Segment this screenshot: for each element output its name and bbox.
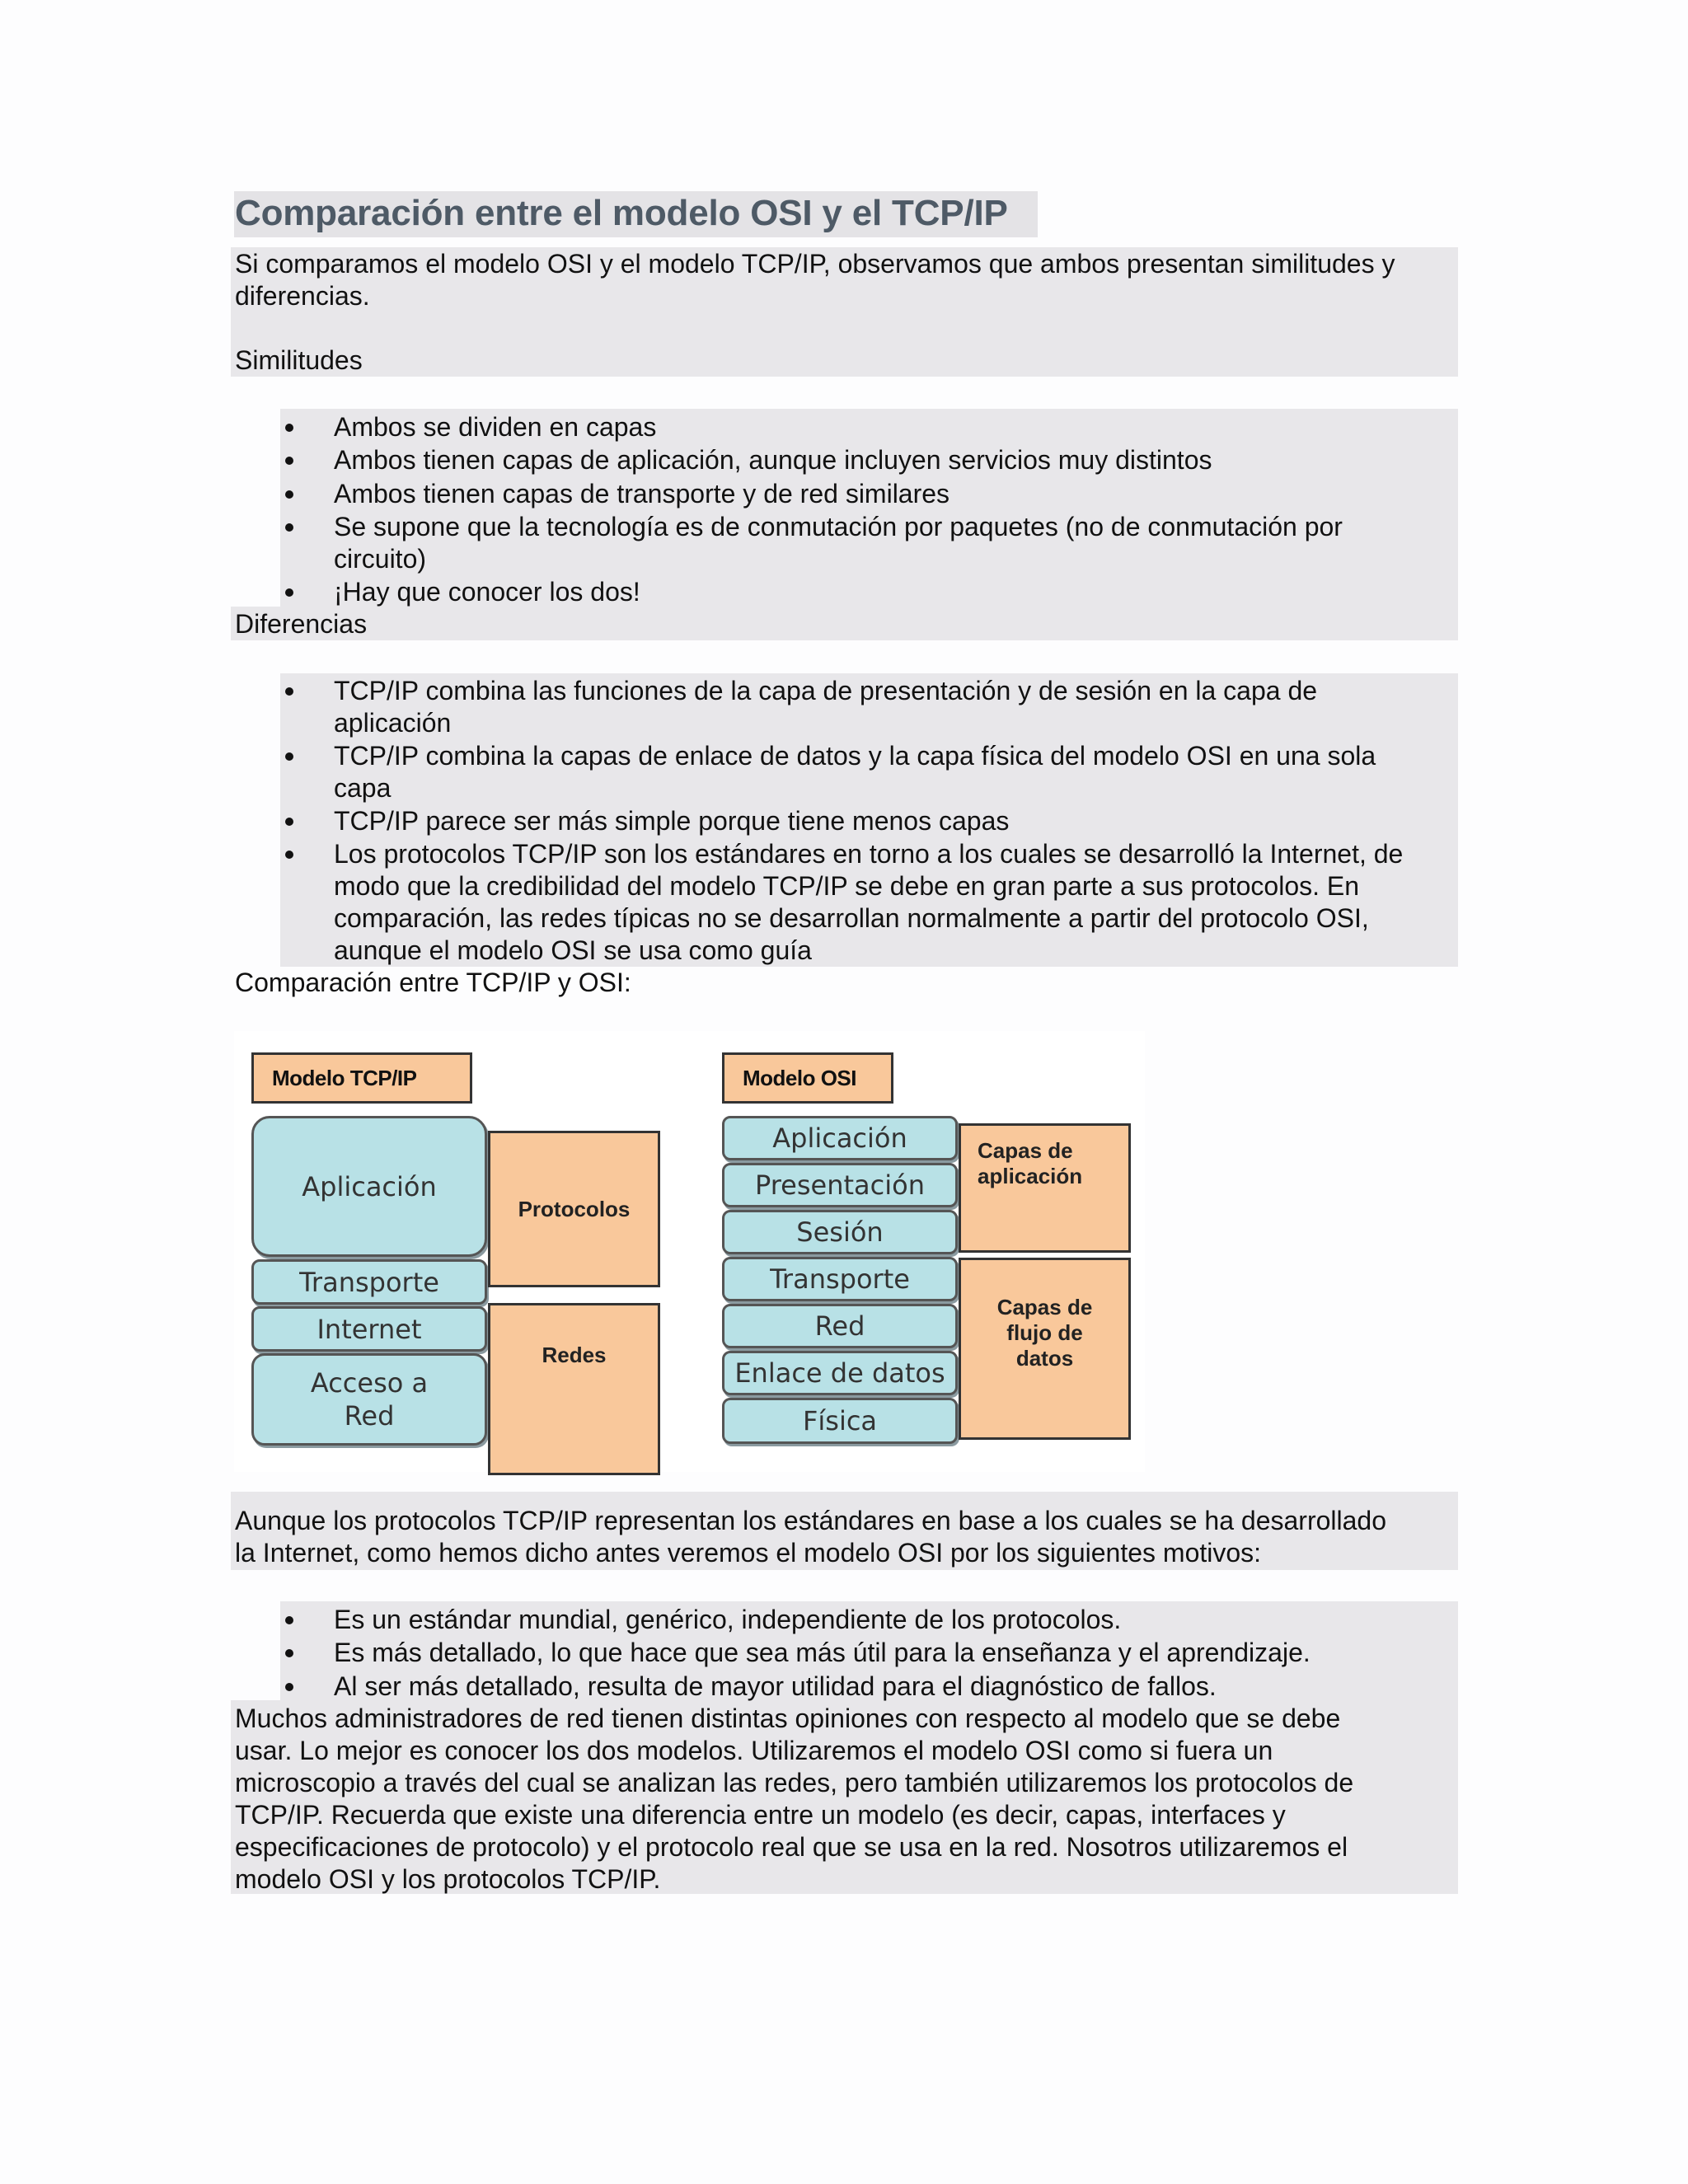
- conclusion-line-2: usar. Lo mejor es conocer los dos modelos. Utilizaremos el modelo OSI como si fuera un: [235, 1736, 1273, 1765]
- diferencias-heading: Diferencias: [235, 609, 368, 639]
- list-item-continuation: capa: [334, 773, 392, 803]
- bullet-icon: [285, 851, 293, 859]
- tcpip-layer-acceso-red: [251, 1353, 487, 1446]
- osi-layer-presentacion: Presentación: [722, 1163, 958, 1207]
- similitudes-heading: Similitudes: [235, 345, 363, 375]
- tcpip-group-protocolos: Protocolos: [488, 1131, 660, 1287]
- list-item: Ambos tienen capas de transporte y de red similares: [334, 479, 950, 509]
- osi-group-flujo-line-1: Capas de: [996, 1295, 1093, 1319]
- osi-group-flujo-line-3: datos: [1015, 1346, 1074, 1371]
- bullet-icon: [285, 1649, 293, 1657]
- osi-layer-transporte: Transporte: [722, 1257, 958, 1301]
- list-item: Ambos se dividen en capas: [334, 412, 657, 442]
- list-item: Al ser más detallado, resulta de mayor utilidad para el diagnóstico de fallos.: [334, 1671, 1217, 1701]
- tcpip-group-redes: Redes: [488, 1303, 660, 1475]
- list-item: Es más detallado, lo que hace que sea más útil para la enseñanza y el aprendizaje.: [334, 1638, 1311, 1667]
- bullet-icon: [285, 818, 293, 826]
- bullet-icon: [285, 490, 293, 499]
- bullet-icon: [285, 1616, 293, 1624]
- list-item: Es un estándar mundial, genérico, independiente de los protocolos.: [334, 1605, 1122, 1634]
- list-item: TCP/IP combina las funciones de la capa de presentación y de sesión en la capa de: [334, 676, 1318, 705]
- conclusion-line-4: TCP/IP. Recuerda que existe una diferencia entre un modelo (es decir, capas, interfaces y: [235, 1800, 1286, 1830]
- osi-tcpip-diagram: [234, 1031, 1145, 1472]
- osi-layer-fisica: Física: [722, 1398, 958, 1444]
- list-item-continuation: circuito): [334, 544, 427, 574]
- conclusion-line-5: especificaciones de protocolo) y el protocolo real que se usa en la red. Nosotros utilizaremos el: [235, 1832, 1348, 1862]
- osi-layer-enlace-datos: Enlace de datos: [722, 1351, 958, 1395]
- bullet-icon: [285, 752, 293, 761]
- bullet-icon: [285, 1683, 293, 1691]
- list-item: ¡Hay que conocer los dos!: [334, 577, 640, 607]
- list-item-continuation: modo que la credibilidad del modelo TCP/IP se debe en gran parte a sus protocolos. En: [334, 871, 1360, 901]
- list-item: TCP/IP combina la capas de enlace de datos y la capa física del modelo OSI en una sola: [334, 741, 1376, 771]
- diferencias-heading-highlight: [231, 607, 1458, 640]
- tcpip-layer-transporte: Transporte: [251, 1259, 487, 1305]
- list-item: Se supone que la tecnología es de conmutación por paquetes (no de conmutación por: [334, 512, 1343, 541]
- comparacion-label: Comparación entre TCP/IP y OSI:: [235, 968, 631, 997]
- osi-group-aplicacion-line-1: Capas de: [978, 1138, 1073, 1163]
- bullet-icon: [285, 457, 293, 465]
- conclusion-line-3: microscopio a través del cual se analizan las redes, pero también utilizaremos los protocolos de: [235, 1768, 1354, 1797]
- list-item-continuation: comparación, las redes típicas no se desarrollan normalmente a partir del protocolo OSI,: [334, 903, 1369, 933]
- bullet-icon: [285, 687, 293, 696]
- acceso-line-1: Acceso a: [310, 1367, 429, 1399]
- osi-group-flujo-datos: [959, 1258, 1131, 1440]
- osi-layer-sesion: Sesión: [722, 1210, 958, 1254]
- list-item: TCP/IP parece ser más simple porque tiene menos capas: [334, 806, 1010, 836]
- list-item: Los protocolos TCP/IP son los estándares en torno a los cuales se desarrolló la Internet, de: [334, 839, 1404, 869]
- tcpip-layer-internet: Internet: [251, 1306, 487, 1352]
- bullet-icon: [285, 588, 293, 597]
- list-item: Ambos tienen capas de aplicación, aunque incluyen servicios muy distintos: [334, 445, 1212, 475]
- page-title: Comparación entre el modelo OSI y el TCP/IP: [235, 193, 1008, 233]
- osi-layer-aplicacion: Aplicación: [722, 1116, 958, 1160]
- intro-line-1: Si comparamos el modelo OSI y el modelo TCP/IP, observamos que ambos presentan similitudes y: [235, 249, 1395, 279]
- osi-layer-red: Red: [722, 1304, 958, 1348]
- osi-model-header: Modelo OSI: [722, 1052, 893, 1104]
- bullet-icon: [285, 424, 293, 432]
- conclusion-line-6: modelo OSI y los protocolos TCP/IP.: [235, 1864, 661, 1894]
- osi-group-flujo-line-2: flujo de: [1006, 1320, 1083, 1345]
- list-item-continuation: aunque el modelo OSI se usa como guía: [334, 935, 812, 965]
- acceso-line-2: Red: [344, 1400, 395, 1432]
- tcpip-model-header: Modelo TCP/IP: [251, 1052, 472, 1104]
- list-item-continuation: aplicación: [334, 708, 452, 738]
- aunque-line-2: la Internet, como hemos dicho antes veremos el modelo OSI por los siguientes motivos:: [235, 1538, 1262, 1568]
- conclusion-line-1: Muchos administradores de red tienen distintas opiniones con respecto al modelo que se debe: [235, 1704, 1341, 1733]
- bullet-icon: [285, 523, 293, 532]
- intro-line-2: diferencias.: [235, 281, 370, 311]
- osi-group-aplicacion: [959, 1123, 1131, 1253]
- tcpip-layer-aplicacion: Aplicación: [251, 1116, 487, 1257]
- osi-group-aplicacion-line-2: aplicación: [978, 1164, 1083, 1188]
- aunque-line-1: Aunque los protocolos TCP/IP representan los estándares en base a los cuales se ha desarrollado: [235, 1506, 1387, 1535]
